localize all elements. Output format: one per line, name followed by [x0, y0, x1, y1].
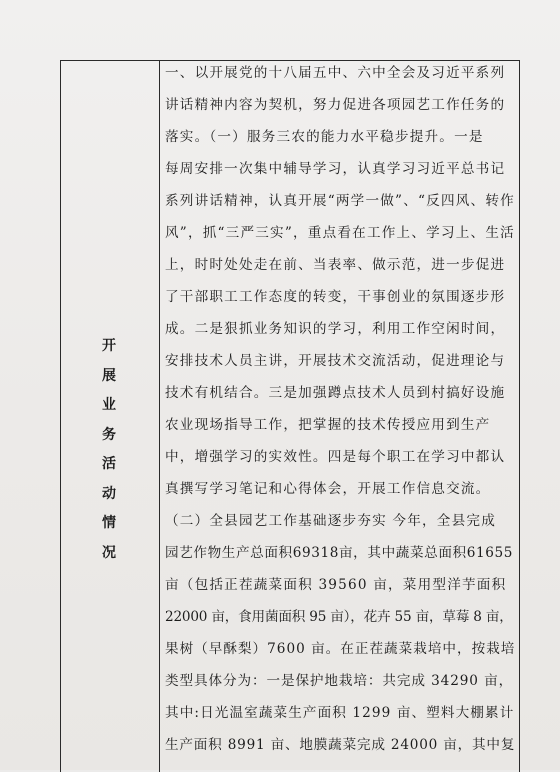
- content-line: 生产面积 8991 亩、地膜蔬菜完成 24000 亩，其中复: [165, 737, 516, 753]
- content-line: 讲话精神内容为契机，努力促进各项园艺工作任务的: [165, 97, 506, 113]
- content-line: （二）全县园艺工作基础逐步夯实 今年，全县完成: [165, 513, 496, 529]
- content-column: [159, 61, 519, 772]
- section-label-char: 务: [102, 426, 116, 443]
- section-label-char: 展: [102, 367, 116, 384]
- content-line: 农业现场指导工作，把掌握的技术传授应用到生产: [165, 417, 491, 433]
- label-column: [61, 61, 160, 772]
- content-line: 一、以开展党的十八届五中、六中全会及习近平系列: [165, 65, 506, 81]
- content-line: 每周安排一次集中辅导学习，认真学习习近平总书记: [165, 161, 506, 177]
- section-label-char: 情: [102, 515, 116, 531]
- section-label-char: 开: [102, 338, 116, 354]
- content-line: 类型具体分为：一是保护地栽培：共完成 34290 亩，: [165, 673, 514, 689]
- content-line: 真撰写学习笔记和心得体会，开展工作信息交流。: [165, 481, 491, 497]
- content-line: 22000 亩，食用菌面积 95 亩），花卉 55 亩，草莓 8 亩，: [165, 609, 513, 625]
- content-line: 安排技术人员主讲，开展技术交流活动，促进理论与: [165, 353, 506, 369]
- section-label: [98, 339, 120, 575]
- content-line: 落实。（一）服务三农的能力水平稳步提升。一是: [165, 129, 484, 145]
- content-line: 了干部职工工作态度的转变，干事创业的氛围逐步形: [165, 289, 506, 305]
- content-line: 果树（早酥梨）7600 亩。在正茬蔬菜栽培中，按栽培: [165, 641, 516, 657]
- form-table: [60, 60, 520, 772]
- content-line: 系列讲话精神，认真开展“两学一做”、“反四风、转作: [165, 193, 515, 209]
- section-label-char: 动: [102, 485, 116, 502]
- section-label-char: 况: [102, 544, 116, 561]
- content-line: 技术有机结合。三是加强蹲点技术人员到村搞好设施: [165, 385, 506, 401]
- content-line: 上，时时处处走在前、当表率、做示范，进一步促进: [165, 257, 506, 273]
- content-line: 亩（包括正茬蔬菜面积 39560 亩，菜用型洋芋面积: [165, 577, 507, 593]
- section-label-char: 活: [102, 456, 116, 472]
- section-label-char: 业: [102, 397, 116, 413]
- content-line: 园艺作物生产总面积69318亩，其中蔬菜总面积61655: [165, 545, 513, 561]
- content-line: 成。二是狠抓业务知识的学习，利用工作空闲时间，: [165, 321, 506, 337]
- content-line: 其中:日光温室蔬菜生产面积 1299 亩、塑料大棚累计: [165, 705, 515, 721]
- content-line: 中，增强学习的实效性。四是每个职工在学习中都认: [165, 449, 506, 465]
- content-line: 风”，抓“三严三实”，重点看在工作上、学习上、生活: [165, 225, 515, 241]
